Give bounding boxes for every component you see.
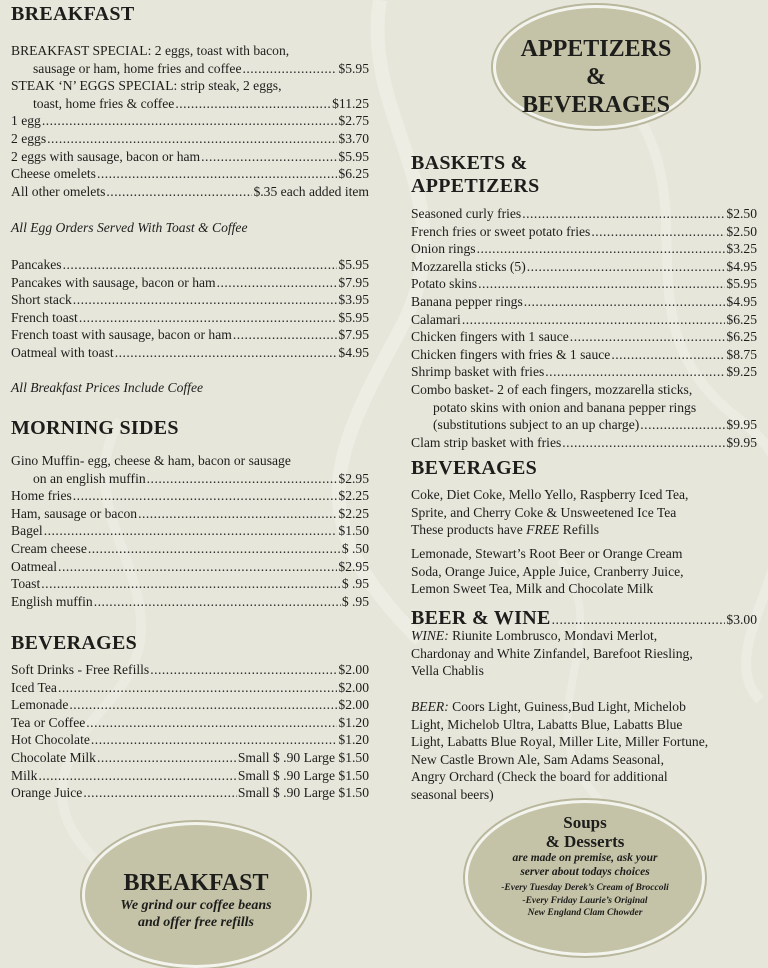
menu-item-name: Ham, sausage or bacon — [11, 505, 138, 521]
free-refills-text-c: Refills — [559, 522, 600, 538]
beer-line5: Angry Orchard (Check the board for additional — [411, 769, 668, 785]
breakfast-heading: BREAKFAST — [11, 3, 135, 25]
beer-line1 — [411, 698, 757, 716]
menu-item-row — [411, 205, 757, 223]
menu-item-price: $8.75 — [726, 346, 757, 362]
menu-item-name: Onion rings — [411, 241, 476, 257]
menu-item-row — [11, 60, 369, 78]
menu-item-row — [11, 731, 369, 749]
menu-item-row — [11, 291, 369, 309]
leader-dots — [86, 714, 337, 732]
menu-item-row — [11, 326, 369, 344]
leader-dots — [106, 183, 252, 201]
menu-item-name: Combo basket- 2 of each fingers, mozzarella sticks, — [411, 381, 693, 397]
wine-label: WINE: — [411, 628, 449, 643]
menu-item-price: $2.00 — [338, 679, 369, 695]
menu-item-price: $1.50 — [338, 523, 369, 539]
leader-dots — [217, 274, 338, 292]
soups-sub2: server about todays choices — [520, 866, 650, 878]
leader-dots — [97, 165, 337, 183]
leader-dots — [47, 130, 337, 148]
menu-item-name: toast, home fries & coffee — [33, 95, 175, 111]
menu-item-row — [11, 575, 369, 593]
menu-item-price: $ .95 — [341, 576, 369, 592]
leader-dots — [611, 346, 725, 364]
menu-item-price: $3.70 — [338, 130, 369, 146]
leader-dots — [591, 223, 725, 241]
leader-dots — [97, 749, 237, 767]
menu-item-row — [11, 661, 369, 679]
breakfast-list — [11, 42, 369, 200]
menu-item-price: $2.95 — [338, 558, 369, 574]
beer-line1-text: Coors Light, Guiness,Bud Light, Michelob — [448, 699, 686, 714]
leader-dots — [640, 416, 725, 434]
menu-item-row — [411, 293, 757, 311]
menu-item-name: Pancakes with sausage, bacon or ham — [11, 274, 216, 290]
beer-label: BEER: — [411, 699, 449, 714]
menu-item-name: 2 eggs with sausage, bacon or ham — [11, 148, 201, 164]
baskets-list — [411, 205, 757, 451]
menu-item-row — [11, 256, 369, 274]
menu-item-name: 2 eggs — [11, 130, 47, 146]
menu-item-price: $6.25 — [726, 329, 757, 345]
menu-item-name: Tea or Coffee — [11, 714, 86, 730]
menu-item-price: $4.95 — [726, 258, 757, 274]
leader-dots — [79, 309, 338, 327]
menu-item-price: $2.50 — [726, 206, 757, 221]
menu-item-name: Mozzarella sticks (5) — [411, 258, 526, 274]
menu-item-name: Short stack — [11, 292, 72, 308]
other-drinks-line2: Soda, Orange Juice, Apple Juice, Cranberry Juice, — [411, 563, 684, 579]
oval-appetizers: APPETIZERS — [520, 36, 672, 62]
menu-item-row — [11, 696, 369, 714]
menu-item-row — [411, 399, 757, 417]
menu-item-price: $1.20 — [338, 732, 369, 748]
menu-item-row — [411, 258, 757, 276]
soups-chowder: New England Clam Chowder — [527, 908, 643, 918]
menu-item-row — [11, 784, 369, 802]
beer-line6: seasonal beers) — [411, 786, 494, 802]
menu-item-name: Gino Muffin- egg, cheese & ham, bacon or sausage — [11, 453, 291, 468]
menu-item-name: Lemonade — [11, 697, 69, 713]
wine-paragraph — [411, 627, 757, 680]
beer-line3: Light, Labatts Blue Royal, Miller Lite, Miller Fortune, — [411, 734, 709, 750]
menu-item-name: Chocolate Milk — [11, 749, 96, 765]
menu-item-price: $.35 each added item — [253, 183, 369, 199]
leader-dots — [147, 470, 338, 488]
leader-dots — [58, 558, 337, 576]
menu-item-name: All other omelets — [11, 183, 106, 199]
morning-sides-list — [11, 452, 369, 610]
leader-dots — [545, 363, 725, 381]
menu-item-name: English muffin — [11, 593, 93, 609]
menu-item-name: Cream cheese — [11, 540, 87, 556]
menu-item-name: STEAK ‘N’ EGGS SPECIAL: strip steak, 2 eggs, — [11, 78, 282, 94]
beer-wine-price: $3.00 — [726, 612, 757, 627]
leader-dots — [63, 256, 338, 274]
soft-drinks-line2: Sprite, and Cherry Coke & Unsweetened Ice Tea — [411, 504, 677, 520]
menu-item-price: $6.25 — [726, 311, 757, 327]
menu-item-name: Pancakes — [11, 257, 62, 272]
menu-item-price: $2.50 — [726, 223, 757, 239]
menu-item-name: Calamari — [411, 311, 461, 327]
menu-item-name: Orange Juice — [11, 785, 83, 801]
leader-dots — [233, 326, 338, 344]
leader-dots — [94, 593, 341, 611]
leader-dots — [58, 679, 337, 697]
menu-item-name: Toast — [11, 576, 41, 592]
appetizers-beverages-oval — [493, 5, 699, 129]
menu-item-row — [11, 42, 369, 60]
menu-item-price: $4.95 — [726, 293, 757, 309]
menu-item-name: Home fries — [11, 488, 72, 504]
free-refills-text-a: These products have — [411, 522, 527, 538]
menu-item-price: $ .50 — [341, 540, 369, 556]
menu-item-name: (substitutions subject to an up charge) — [433, 417, 640, 433]
menu-item-name: Soft Drinks - Free Refills — [11, 662, 150, 677]
morning-sides-heading: MORNING SIDES — [11, 417, 179, 439]
menu-item-price: $7.95 — [338, 327, 369, 343]
menu-item-price: $3.95 — [338, 292, 369, 308]
menu-item-row — [11, 165, 369, 183]
menu-item-row — [411, 346, 757, 364]
menu-item-price: $2.00 — [338, 697, 369, 713]
menu-item-name: French toast — [11, 309, 78, 325]
leader-dots — [201, 148, 337, 166]
menu-item-row — [411, 416, 757, 434]
soups-desserts-oval — [465, 800, 705, 956]
leader-dots — [42, 112, 338, 130]
baskets-heading-2: APPETIZERS — [411, 175, 540, 197]
menu-item-name: French toast with sausage, bacon or ham — [11, 327, 232, 343]
menu-item-name: on an english muffin — [33, 470, 146, 486]
menu-item-price: $ .95 — [341, 593, 369, 609]
menu-item-row — [11, 130, 369, 148]
leader-dots — [69, 696, 337, 714]
beverages-heading-left: BEVERAGES — [11, 632, 138, 654]
menu-item-name: Milk — [11, 767, 38, 783]
beer-paragraph — [411, 698, 757, 804]
oval-beverages: BEVERAGES — [521, 92, 671, 118]
menu-item-price: $9.95 — [726, 417, 757, 433]
menu-item-row — [411, 275, 757, 293]
menu-item-name: Oatmeal — [11, 558, 58, 574]
wine-line1 — [411, 627, 757, 645]
menu-item-row — [11, 148, 369, 166]
menu-item-name: Chicken fingers with fries & 1 sauce — [411, 346, 611, 362]
menu-item-name: Oatmeal with toast — [11, 344, 114, 360]
leader-dots — [38, 767, 236, 785]
menu-item-row — [11, 749, 369, 767]
menu-item-name: Seasoned curly fries — [411, 206, 522, 221]
menu-item-row — [11, 309, 369, 327]
menu-item-name: Chicken fingers with 1 sauce — [411, 329, 569, 345]
breakfast-oval-title: BREAKFAST — [123, 870, 269, 896]
menu-item-price: $7.95 — [338, 274, 369, 290]
menu-item-price: $9.95 — [726, 434, 757, 450]
menu-item-price: $5.95 — [726, 276, 757, 292]
free-refills-emphasis: FREE — [526, 522, 560, 538]
menu-item-price: $3.25 — [726, 241, 757, 257]
breakfast-prices-note: All Breakfast Prices Include Coffee — [11, 380, 204, 395]
menu-item-row — [11, 558, 369, 576]
leader-dots — [462, 311, 726, 329]
menu-item-name: sausage or ham, home fries and coffee — [33, 60, 242, 76]
menu-item-price: $5.95 — [338, 148, 369, 164]
desserts-title: & Desserts — [545, 832, 625, 851]
other-drinks-line1: Lemonade, Stewart’s Root Beer or Orange Cream — [411, 546, 683, 561]
menu-item-row — [11, 522, 369, 540]
menu-item-price: $2.00 — [338, 662, 369, 677]
beer-wine-heading: BEER & WINE — [411, 607, 551, 629]
soups-tuesday: -Every Tuesday Derek’s Cream of Broccoli — [501, 883, 669, 893]
egg-orders-note: All Egg Orders Served With Toast & Coffee — [11, 220, 248, 235]
menu-item-name: potato skins with onion and banana pepper rings — [433, 399, 697, 415]
menu-item-price: $11.25 — [332, 95, 369, 111]
menu-item-name: French fries or sweet potato fries — [411, 223, 591, 239]
menu-item-name: 1 egg — [11, 113, 41, 129]
menu-item-name: Cheese omelets — [11, 166, 96, 182]
wine-line1-text: Riunite Lombrusco, Mondavi Merlot, — [448, 628, 658, 643]
leader-dots — [524, 293, 726, 311]
menu-item-row — [411, 311, 757, 329]
menu-item-row — [411, 223, 757, 241]
menu-item-row — [411, 363, 757, 381]
wine-line3: Vella Chablis — [411, 663, 484, 679]
menu-item-row — [11, 470, 369, 488]
menu-item-row — [11, 679, 369, 697]
menu-item-row — [11, 344, 369, 362]
menu-item-row — [11, 274, 369, 292]
leader-dots — [115, 344, 338, 362]
other-drinks-line3: Lemon Sweet Tea, Milk and Chocolate Milk — [411, 581, 654, 597]
leader-dots — [570, 328, 726, 346]
menu-item-row — [411, 328, 757, 346]
menu-item-name: Potato skins — [411, 276, 478, 292]
oval-ampersand: & — [586, 64, 606, 90]
leader-dots — [44, 522, 338, 540]
leader-dots — [527, 258, 726, 276]
menu-item-name: Bagel — [11, 523, 43, 539]
menu-item-price: $1.20 — [338, 714, 369, 730]
menu-item-row — [11, 112, 369, 130]
leader-dots — [73, 291, 338, 309]
menu-item-row — [11, 714, 369, 732]
menu-item-row — [411, 434, 757, 452]
menu-item-price: $2.25 — [338, 505, 369, 521]
menu-item-price: $9.25 — [726, 364, 757, 380]
menu-item-price: $4.95 — [338, 344, 369, 360]
beer-line4: New Castle Brown Ale, Sam Adams Seasonal, — [411, 751, 664, 767]
menu-item-price: $5.95 — [338, 309, 369, 325]
beverages-heading-right: BEVERAGES — [411, 457, 538, 479]
menu-item-name: BREAKFAST SPECIAL: 2 eggs, toast with bacon, — [11, 43, 290, 58]
baskets-heading-1: BASKETS & — [411, 152, 528, 174]
leader-dots — [242, 60, 337, 78]
menu-item-price: $5.95 — [338, 257, 369, 272]
leader-dots — [477, 240, 726, 258]
menu-item-name: Banana pepper rings — [411, 293, 523, 309]
menu-item-row — [11, 452, 369, 470]
menu-item-row — [11, 487, 369, 505]
menu-item-name: Hot Chocolate — [11, 732, 90, 748]
menu-item-row — [411, 381, 757, 399]
menu-item-row — [411, 240, 757, 258]
leader-dots — [150, 661, 337, 679]
breakfast-oval-line1: We grind our coffee beans — [120, 898, 272, 913]
menu-item-price: $2.25 — [338, 488, 369, 504]
leader-dots — [522, 205, 725, 223]
breakfast-list-2 — [11, 256, 369, 362]
menu-item-name: Clam strip basket with fries — [411, 434, 562, 450]
menu-item-price: $6.25 — [338, 166, 369, 182]
menu-item-row — [11, 593, 369, 611]
leader-dots — [478, 275, 725, 293]
breakfast-coffee-oval — [82, 822, 310, 968]
leader-dots — [73, 487, 338, 505]
beer-wine-dots — [552, 612, 726, 628]
leader-dots — [88, 540, 341, 558]
menu-item-price: $2.75 — [338, 113, 369, 129]
menu-item-row — [11, 540, 369, 558]
leader-dots — [175, 95, 331, 113]
other-drinks-paragraph — [411, 545, 757, 598]
menu-item-price: Small $ .90 Large $1.50 — [237, 785, 369, 801]
beverages-list-left — [11, 661, 369, 802]
soft-drinks-line1: Coke, Diet Coke, Mello Yello, Raspberry Iced Tea, — [411, 487, 689, 502]
menu-item-price: Small $ .90 Large $1.50 — [237, 767, 369, 783]
soups-title: Soups — [563, 813, 607, 832]
leader-dots — [41, 575, 341, 593]
menu-item-row — [11, 183, 369, 201]
breakfast-oval-line2: and offer free refills — [138, 915, 254, 930]
soups-friday: -Every Friday Laurie’s Original — [522, 895, 648, 906]
wine-line2: Chardonay and White Zinfandel, Barefoot Riesling, — [411, 645, 693, 661]
leader-dots — [562, 434, 725, 452]
menu-item-row — [11, 767, 369, 785]
menu-item-price: $2.95 — [338, 470, 369, 486]
leader-dots — [138, 505, 337, 523]
menu-item-price: Small $ .90 Large $1.50 — [237, 749, 369, 765]
menu-item-row — [11, 77, 369, 95]
soft-drinks-paragraph — [411, 486, 757, 539]
menu-item-name: Iced Tea — [11, 679, 57, 695]
menu-item-price: $5.95 — [338, 60, 369, 76]
leader-dots — [91, 731, 338, 749]
menu-item-row — [11, 95, 369, 113]
soups-sub1: are made on premise, ask your — [512, 852, 658, 864]
beer-line2: Light, Michelob Ultra, Labatts Blue, Labatts Blue — [411, 716, 683, 732]
menu-item-name: Shrimp basket with fries — [411, 364, 545, 380]
free-refills-line — [411, 521, 757, 539]
leader-dots — [83, 784, 237, 802]
menu-item-row — [11, 505, 369, 523]
